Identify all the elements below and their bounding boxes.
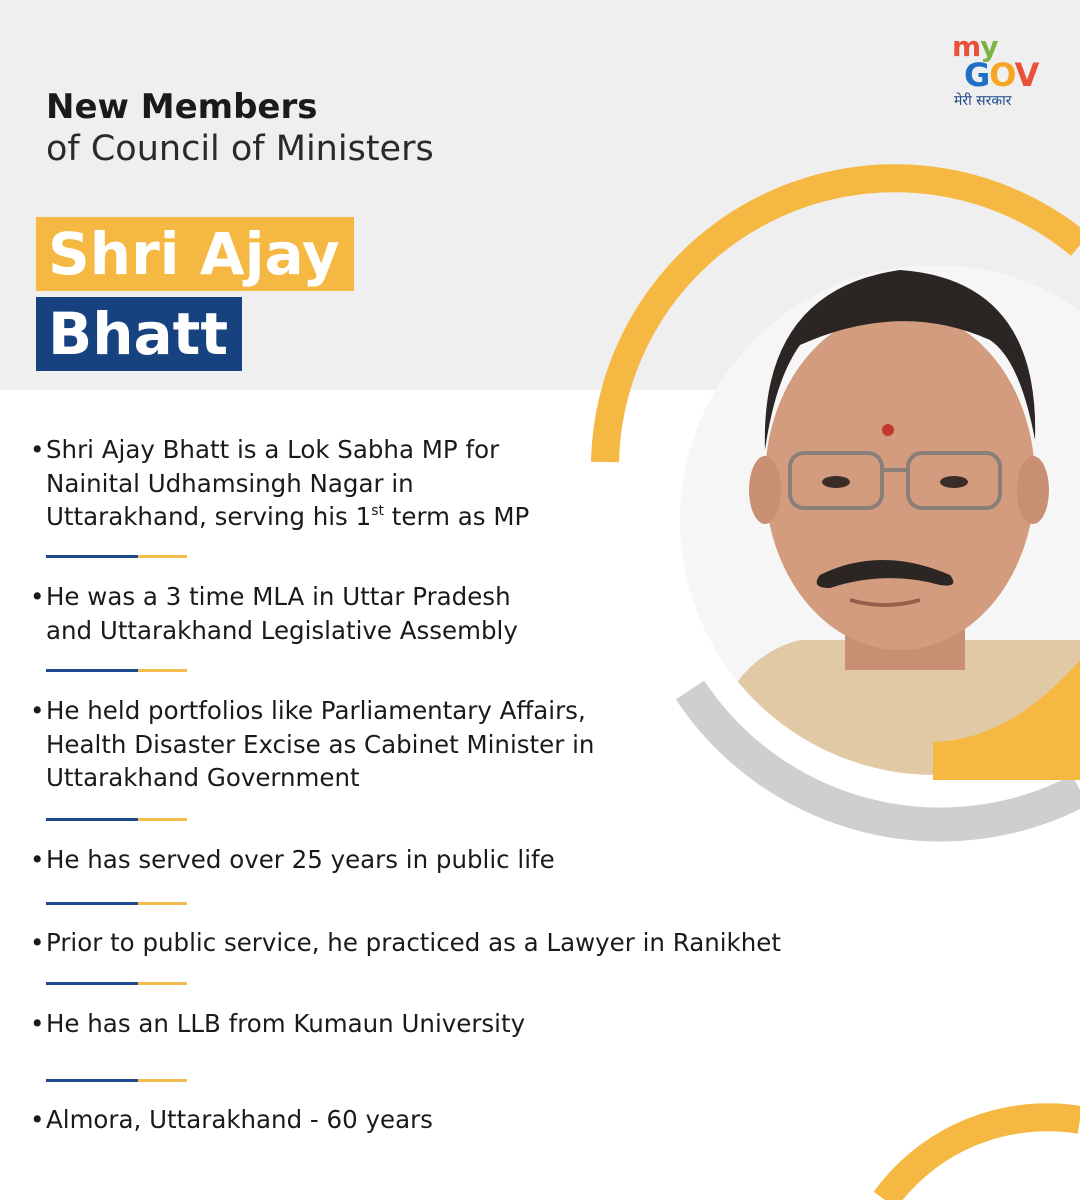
heading-line-2: of Council of Ministers <box>46 129 434 169</box>
logo-hindi-tagline: मेरी सरकार <box>954 93 1012 109</box>
list-item-line: He held portfolios like Parliamentary Affairs, <box>46 696 586 725</box>
bullet-dot-icon: • <box>30 1009 45 1038</box>
heading-line-1: New Members <box>46 87 318 127</box>
person-name-line-2: Bhatt <box>36 297 242 371</box>
list-item-text: term as MP <box>383 502 530 531</box>
section-divider <box>46 1079 187 1082</box>
section-divider <box>46 982 187 985</box>
list-item <box>30 433 529 534</box>
list-item-line <box>46 500 529 534</box>
section-divider <box>46 902 187 905</box>
list-item-text: Uttarakhand, serving his 1 <box>46 502 372 531</box>
list-item-line: Almora, Uttarakhand - 60 years <box>46 1105 433 1134</box>
logo-my: my <box>952 30 998 63</box>
logo-gov: GOV <box>964 56 1039 94</box>
bullet-dot-icon: • <box>30 1105 45 1134</box>
bullet-dot-icon: • <box>30 696 45 725</box>
list-item-line: Prior to public service, he practiced as a Lawyer in Ranikhet <box>46 928 781 957</box>
list-item-line: He has an LLB from Kumaun University <box>46 1009 526 1038</box>
list-item-line: He was a 3 time MLA in Uttar Pradesh <box>46 582 511 611</box>
section-divider <box>46 818 187 821</box>
list-item <box>30 1007 525 1041</box>
superscript: st <box>371 503 384 519</box>
list-item <box>30 580 518 647</box>
section-divider <box>46 669 187 672</box>
bullet-dot-icon: • <box>30 582 45 611</box>
list-item <box>30 843 555 877</box>
list-item-line: and Uttarakhand Legislative Assembly <box>46 615 518 645</box>
bullet-dot-icon: • <box>30 928 45 957</box>
yellow-arc-bottom <box>885 1117 1080 1200</box>
section-divider <box>46 555 187 558</box>
list-item <box>30 926 781 960</box>
list-item-line: Health Disaster Excise as Cabinet Minister in <box>46 729 595 759</box>
bullet-dot-icon: • <box>30 845 45 874</box>
list-item <box>30 694 594 795</box>
list-item-line: Shri Ajay Bhatt is a Lok Sabha MP for <box>46 435 500 464</box>
list-item-line: Nainital Udhamsingh Nagar in <box>46 468 414 498</box>
list-item-line: He has served over 25 years in public life <box>46 845 555 874</box>
bullet-dot-icon: • <box>30 435 45 464</box>
list-item <box>30 1103 433 1137</box>
mygov-logo <box>952 32 1052 112</box>
portrait-photo <box>660 250 1080 780</box>
person-name-line-1: Shri Ajay <box>36 217 354 291</box>
page-heading <box>46 86 434 170</box>
list-item-line: Uttarakhand Government <box>46 763 360 792</box>
